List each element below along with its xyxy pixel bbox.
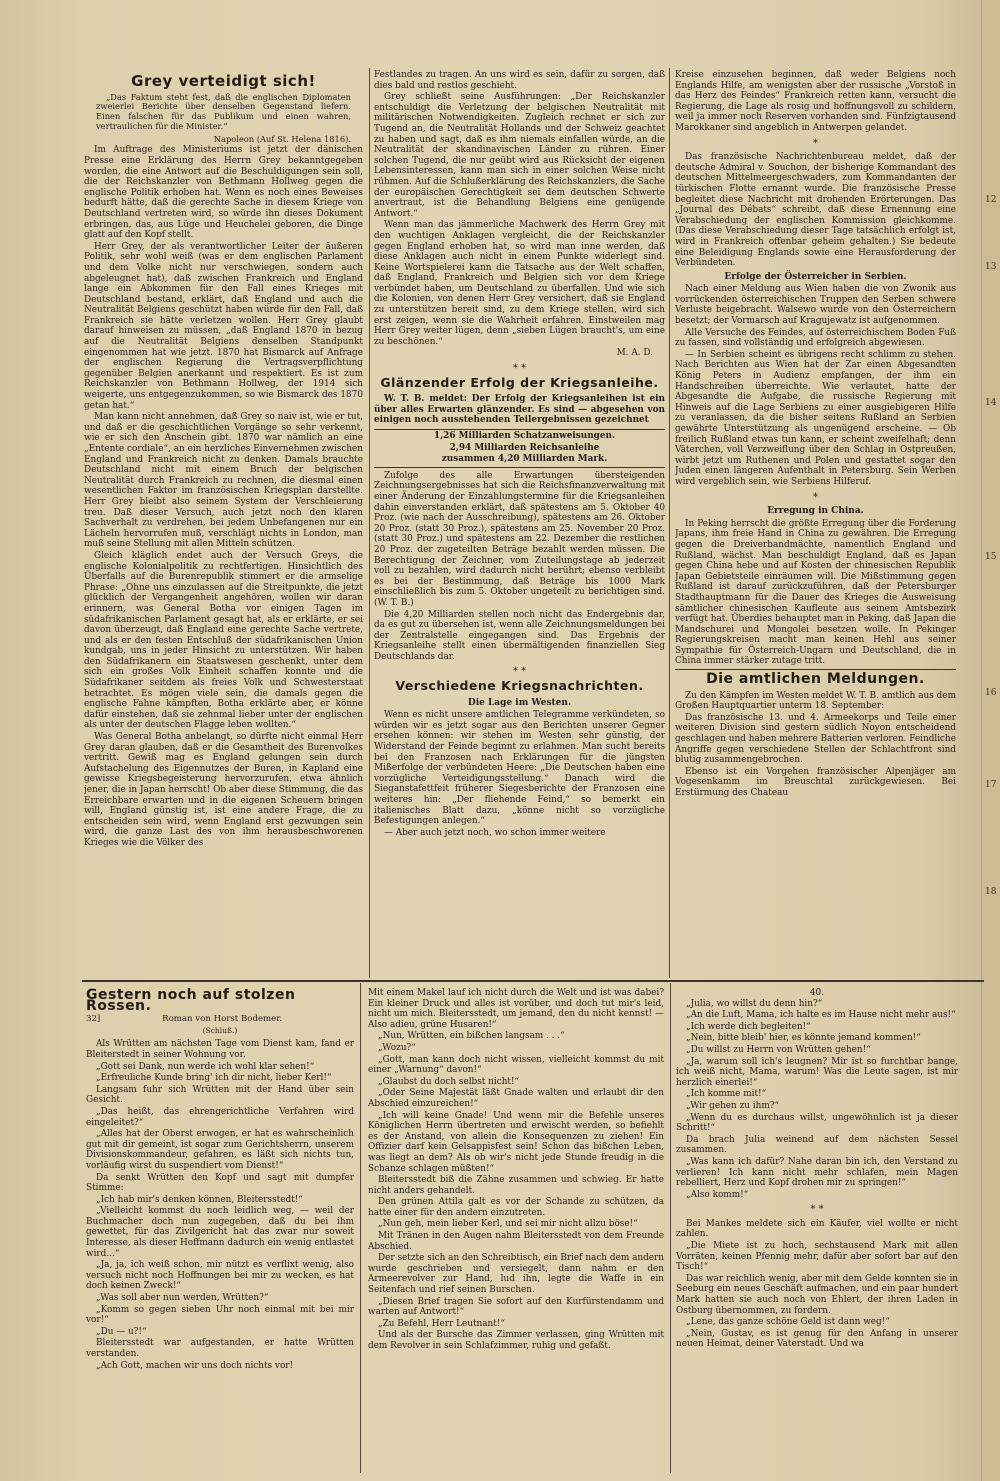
paragraph: „Diesen Brief tragen Sie sofort auf den Kurfürstendamm und warten auf Antwort!“	[368, 1296, 664, 1318]
paragraph: Wenn man das jämmerliche Machwerk des Herrn Grey mit den wuchtigen Anklagen vergleicht, die der Reichskanzler gegen England erhoben hat, so wird man inne werden, daß diese Anklagen auch nicht in einem Punkte widerlegt sind. Keine Wortspielerei kann die Tatsache aus der Welt schaffen, daß England, Frankreich und Belgien sich vor dem Kriege verbündet haben, um Deutschland zu überfallen. Und wie sich die Kolonien, von denen Herr Grey versichert, daß sie England zu unterstützen bereit sind, zu dem Kriege stellen, wird sich erst zeigen, wenn sie die Wahrheit erfahren. Einstweilen mag Herr Grey weiter lügen, denn „sieben Lügen braucht's, um eine zu beschönen.“	[374, 220, 665, 347]
paragraph: „Ach Gott, machen wir uns doch nichts vor!	[96, 1360, 294, 1371]
edge-number: 17	[985, 780, 997, 790]
headline-kriegsnachrichten: Verschiedene Kriegsnachrichten.	[395, 678, 644, 694]
paragraph: Kreise einzusehen beginnen, daß weder Belgiens noch Englands Hilfe, am wenigsten aber der russische „Vorstoß in das Herz des Feindes“ Frankreich retten kann, versucht die Regierung, die Lage als rosig und hoffnungsvoll zu schildern, weil ja immer noch Reserven vorhanden sind. Fünfzigtausend Marokkaner sind angeblich in Antwerpen gelandet.	[675, 70, 956, 133]
paragraph: Was General Botha anbelangt, so dürfte nicht einmal Herr Grey daran glauben, daß er die Gesamtheit des Burenvolkes vertritt. Gewiß mag es England gelungen sein durch Aufstachelung des Eigennutzes der Buren, in Kapland eine gewisse Kriegsbegeisterung hervorzurufen, etwa ähnlich jener, die in Japan herrscht! Ob aber diese Stimmung, die das Erreichbare erwarten und in die eigenen Scheuern bringen will, England günstig ist, ist eine andere Frage, die zu entscheiden sein wird, wenn England erst gezwungen sein wird, die ganze Last des von ihm herausbeschworenen Krieges wie die Völker des	[84, 732, 363, 848]
separator-stars: * *	[512, 363, 527, 375]
paragraph: „Glaubst du doch selbst nicht!“	[378, 1076, 520, 1087]
paragraph: „Du willst zu Herrn von Wrütten gehen!“	[686, 1044, 871, 1055]
column-rule	[670, 983, 671, 1473]
paragraph: Wenn es nicht unsere amtlichen Telegramme verkündeten, so würden wir es jetzt sogar aus den Berichten unserer Gegner ersehen können: wir stehen im Westen sehr günstig, der Widerstand der Feinde beginnt zu erlahmen. Man sucht bereits bei den Franzosen nach Erklärungen für die jüngsten Mißerfolge der verbündeten Heere: „Die Deutschen haben eine vorzügliche Verteidigungsstellung.“ Danach wird die Sieganstafettfeit früherer Siegesberichte der Franzosen eine weiteres hin: „Der fliehende Feind,“ so bemerkt ein italienisches Blatt dazu, „könne nicht so vorzügliche Befestigungen anlegen.“	[374, 710, 665, 827]
subheading: Erregung in China.	[767, 506, 864, 517]
paragraph: Da brach Julia weinend auf dem nächsten Sessel zusammen.	[676, 1134, 958, 1156]
subheading: Erfolge der Österreicher in Serbien.	[724, 271, 907, 282]
serial-column-right	[676, 988, 958, 1473]
paragraph: In Peking herrscht die größte Erregung über die Forderung Japans, ihm freie Hand in China zu gewähren. Die Erregung gegen die Dreiverbandmächte, namentlich England und Rußland, wächst. Man beschuldigt England, daß es Japan gegen China hebe und auf Kosten der chinesischen Republik Japan Gebietsteile einräumen will. Die Mißstimmung gegen Rußland ist darauf zurückzuführen, daß der Petersburger Stadthauptmann für die Dauer des Krieges die Ausweisung sämtlicher chinesischen Kaufleute aus seinem Amtsbezirk verfügt hat. Überdies behauptet man in Peking, daß Japan die Mandschurei und Mongolei besetzen wolle. In Pekinger Regierungskreisen macht man keinen Hehl aus seiner Sympathie für Österreich-Ungarn und Deutschland, die in China immer stärker zutage tritt.	[675, 518, 956, 667]
edge-number: 13	[985, 262, 997, 272]
paragraph: Als Wrütten am nächsten Tage vom Dienst kam, fand er Bleiterstedt in seiner Wohnung vor.	[86, 1039, 354, 1060]
edge-number: 18	[985, 887, 997, 897]
paragraph: „Ja, warum soll ich's leugnen? Mir ist so furchtbar bange, ich weiß nicht, Mama, warum! Was die Leute sagen, ist mir herzlich einerlei!“	[676, 1056, 958, 1088]
column-right	[675, 70, 956, 978]
paragraph: Nach einer Meldung aus Wien haben die von Zwonik aus vorrückenden österreichischen Truppen den Serben schwere Verluste beigebracht. Walsewo wurde von den Österreichern besetzt; der Vormarsch auf Kragujewatz ist aufgenommen.	[675, 284, 956, 327]
paragraph: — In Serbien scheint es übrigens recht schlimm zu stehen. Nach Berichten aus Wien hat der Zar einen Abgesandten König Peters in Audienz empfangen, der ihm ein Handschreiben überreichte. Wie verlautet, hatte der Abgesandte die Aufgabe, die russische Regierung mit Hinweis auf die Lage Serbiens zu einer ausgiebigeren Hilfe zu veranlassen, da die bisher seitens Rußland an Serbien gewährte Unterstützung als ungenügend erscheine. — Ob freilich Rußland etwas tun kann, er scheint zweifelhaft; denn Väterchen, voll Verzweiflung über den Schlag in Ostpreußen, wirbt jetzt um Ruthenen und Polen und gestattet sogar den Juden einen längeren Aufenthalt in Petersburg. Sein Werben wird vergeblich sein, wie Serbiens Hilferuf.	[675, 349, 956, 487]
serial-title: Gestern noch auf stolzen Rossen.	[86, 988, 296, 1014]
paragraph: „Vielleicht kommst du noch leidlich weg, — weil der Buchmacher doch nun zugegeben, daß du bei ihm gewettet, für das Zivilgericht hat das zwar nur soweit Interesse, als dieser Hoffmann dadurch ein wenig entlastet wird...“	[86, 1206, 354, 1259]
paragraph: „Das heißt, das ehrengerichtliche Verfahren wird eingeleitet?“	[86, 1106, 354, 1128]
paragraph: „Nun geh, mein lieber Kerl, und sei mir nicht allzu böse!“	[378, 1219, 638, 1230]
headline-kriegsanleihe: Glänzender Erfolg der Kriegsanleihe.	[380, 374, 659, 390]
paragraph: „Lene, das ganze schöne Geld ist dann weg!“	[686, 1317, 890, 1328]
column-middle	[374, 70, 665, 978]
paragraph: Man kann nicht annehmen, daß Grey so naiv ist, wie er tut, und daß er die geschichtlichen Vorgänge so sehr verkennt, wie er sich den Anschein gibt. 1870 war nämlich an eine „Entente cordiale“, an ein herzliches Einvernehmen zwischen England und Frankreich nicht zu denken. Damals brauchte Deutschland nicht mit einem Bruch der belgischen Neutralität durch Frankreich zu rechnen, die diesmal einen wesentlichen Faktor im französischen Kriegsplan darstellte. Herr Grey bleibt also seinem System der Verschleierung treu. Daß dieser Versuch, auch jetzt noch den klaren Sachverhalt zu verdrehen, bei jedem Unbefangenen nur ein Lächeln hervorrufen muß, verschlägt nichts in London, man muß seine Stellung mit allen Mitteln schützen.	[84, 412, 363, 550]
paragraph: „Wozu?“	[378, 1042, 416, 1053]
paragraph: Bleitersstedt biß die Zähne zusammen und schwieg. Er hatte nicht anders gehandelt.	[368, 1175, 664, 1196]
paragraph: „Gott, man kann doch nicht wissen, vielleicht kommst du mit einer „Warnung“ davon!“	[368, 1054, 664, 1076]
paragraph: Bleitersstedt war aufgestanden, er hatte Wrütten verstanden.	[86, 1338, 354, 1359]
paragraph: „Also komm!“	[686, 1189, 749, 1200]
headline-grey: Grey verteidigt sich!	[131, 72, 316, 90]
loan-line: 1,26 Milliarden Schatzanweisungen.	[433, 431, 616, 441]
loan-total: zusammen 4,20 Milliarden Mark.	[441, 454, 608, 465]
paragraph: Herr Grey, der als verantwortlicher Leiter der äußeren Politik, sehr wohl weiß (was er dem englischen Parlament und dem Volke nicht nur verschwiegen, sondern auch abgeleugnet hat), daß zwischen Frankreich und England lange ein Abkommen für den Fall eines Krieges mit Deutschland bestand, erklärt, daß England und auch die Neutralität Belgiens geschützt haben würde für den Fall, daß Frankreich sie hätte verletzen wollen. Herr Grey glaubt darauf hinweisen zu müssen, „daß England 1870 in bezug auf die Neutralität Belgiens denselben Standpunkt eingenommen hat wie jetzt. 1870 hat Bismarck auf Anfrage der englischen Regierung die Vertragsverpflichtung gegenüber Belgien anerkannt und respektiert. Es ist zum Reichskanzler von Bethmann Hollweg, der 1914 sich weigerte, uns entgegenzukommen, so wie Bismarck des 1870 getan hat.“	[84, 241, 363, 411]
paragraph: Langsam fuhr sich Wrütten mit der Hand über sein Gesicht.	[86, 1084, 354, 1106]
edge-number: 12	[985, 195, 997, 205]
paragraph: „Was kann ich dafür? Nahe daran bin ich, den Verstand zu verlieren! Ich kann nicht mehr schlafen, mein Magen rebelliert, Herz und Kopf drohen mir zu springen!“	[676, 1156, 958, 1189]
loan-line: 2,94 Milliarden Reichsanleihe	[449, 442, 600, 453]
serial-byline-row	[86, 1014, 354, 1025]
separator-stars: * *	[512, 666, 527, 678]
paragraph: Alle Versuche des Feindes, auf österreichischem Boden Fuß zu fassen, sind vollständig und erfolgreich abgewiesen.	[675, 327, 956, 349]
paragraph: „Ich komme mit!“	[686, 1089, 767, 1100]
paragraph: „Wenn du es durchaus willst, ungewöhnlich ist ja dieser Schritt!“	[676, 1112, 958, 1134]
paragraph: Den grünen Attila galt es vor der Schande zu schützen, da hatte einer für den andern einzutreten.	[368, 1197, 664, 1218]
paragraph: „Zu Befehl, Herr Leutnant!“	[378, 1318, 505, 1329]
column-rule	[360, 983, 361, 1473]
epigraph-source: Napoleon (Auf St. Helena 1816).	[213, 133, 351, 144]
paragraph: Ebenso ist ein Vorgehen französischer Alpenjäger am Vogesenkamm im Breuschtal zurückgewiesen. Bei Erstürmung des Chateau	[675, 766, 956, 798]
separator-stars: * *	[810, 1204, 824, 1216]
paragraph: „Nun, Wrütten, ein bißchen langsam . . .“	[378, 1031, 565, 1042]
serial-note: (Schluß.)	[202, 1025, 238, 1035]
paragraph: Mit Tränen in den Augen nahm Bleitersstedt von dem Freunde Abschied.	[368, 1231, 664, 1252]
epigraph-quote: „Das Faktum steht fest, daß die englischen Diplomaten zweierlei Berichte über denselben Gegenstand liefern. Einen falschen für das Publikum und einen wahren, vertraulichen für die Minister.“	[96, 91, 351, 131]
column-rule	[369, 68, 370, 978]
edge-number: 15	[985, 552, 997, 562]
adjacent-page-edge	[981, 0, 1000, 1481]
paragraph: „Komm so gegen sieben Uhr noch einmal mit bei mir vor!“	[86, 1304, 354, 1326]
paragraph: „Alles hat der Oberst erwogen, er hat es wahrscheinlich gut mit dir gemeint, ist sogar zum Gerichtsherrn, unserem Divisionskommandeur, gefahren, es läßt sich nichts tun, vorläufig wirst du suspendiert vom Dienst!“	[86, 1129, 354, 1171]
edge-number: 16	[985, 688, 997, 698]
paragraph: „Wir gehen zu ihm?“	[686, 1100, 780, 1111]
separator-star: *	[813, 491, 818, 503]
paragraph: Im Auftrage des Ministeriums ist jetzt der dänischen Presse eine Erklärung des Herrn Grey bekanntgegeben worden, die eine Antwort auf die Beschuldigungen sein soll, die der Reichskanzler von Bethmann Hollweg gegen die englische Politik erhoben hat. Wenn es noch eines Beweises bedurft hätte, daß die gerechte Sache in diesem Kriege von Deutschland vertreten wird, so würde ihn dieses Dokument erbringen, das, aus Lüge und Heuchelei geboren, die Dinge glatt auf den Kopf stellt.	[84, 145, 363, 241]
paragraph: Das französische 13. und 4. Armeekorps und Teile einer weiteren Division sind gestern südlich Noyon entscheidend geschlagen und haben mehrere Batterien verloren. Feindliche Angriffe gegen verschiedene Stellen der Schlachtfront sind blutig zusammengebrochen.	[675, 712, 956, 766]
wtb-report: W. T. B. meldet: Der Erfolg der Kriegsanleihen ist ein über alles Erwarten glänzender. Es sind — abgesehen von einigen noch ausstehenden Teilergebnissen gezeichnet	[374, 394, 665, 426]
paragraph: — Aber auch jetzt noch, wo schon immer weitere	[384, 827, 606, 838]
paragraph: Gleich kläglich endet auch der Versuch Greys, die englische Kolonialpolitik zu rechtfertigen. Hinsichtlich des Überfalls auf die Burenrepublik stimmert er die armselige Phrase: „Ohne uns einzulassen auf die Streitpunkte, die jetzt glücklich der Vergangenheit angehören, wollen wir daran erinnern, was General Botha vor einigen Tagen im südafrikanischen Parlament gesagt hat, als er erklärte, er sei davon überzeugt, daß England eine gerechte Sache vertrete, und als er den festen Entschluß der südafrikanischen Union kundgab, uns in jeder Hinsicht zu unterstützen. Wir haben den Südafrikanern ein Staatswesen geschenkt, unter dem sich ein großes Volk Einheit schaffen konnte und die Südafrikaner seitdem als freies Volk und Schwesterstaat betrachtet. Es mögen viele sein, die damals gegen die englische Fahne kämpften, Botha erklärte aber, er könne dafür einstehen, daß sie zehnmal lieber unter der englischen als unter der deutschen Flagge leben wollten.“	[84, 550, 363, 731]
paragraph: „Ich werde dich begleiten!“	[686, 1021, 811, 1032]
paragraph: Und als der Bursche das Zimmer verlassen, ging Wrütten mit dem Revolver in sein Schlafzimmer, ruhig und gefaßt.	[368, 1330, 664, 1351]
paragraph: „Gott sei Dank, nun werde ich wohl klar sehen!“	[96, 1061, 315, 1072]
paragraph: Festlandes zu tragen. An uns wird es sein, dafür zu sorgen, daß dies bald und restlos geschieht.	[374, 70, 665, 91]
paragraph: „Julia, wo willst du denn hin?“	[686, 998, 823, 1009]
paragraph: Das französische Nachrichtenbureau meldet, daß der deutsche Admiral v. Souchon, der bisherige Kommandant des deutschen Mittelmeergeschwaders, zum Kommandanten der türkischen Flotte ernannt wurde. Die französische Presse begleitet diese Nachricht mit drohenden Erörterungen. Das „Journal des Débats“ schreibt, daß diese Ernennung eine Verabschiedung der englischen Kommission gleichkomme. (Das diese Verabschiedung dieser Tage tatsächlich erfolgt ist, wird in Frankreich offenbar geheim gehalten.) Sie bedeute eine Beleidigung Englands sowie eine Herausforderung der Verbündeten.	[675, 152, 956, 269]
paragraph: Da senkt Wrütten den Kopf und sagt mit dumpfer Stimme:	[86, 1172, 354, 1194]
paragraph: „Nein, bitte bleib' hier, es könnte jemand kommen!“	[686, 1033, 921, 1044]
paragraph: Die 4,20 Milliarden stellen noch nicht das Endergebnis dar, da es gut zu übersehen ist, wenn alle Zeichnungsmeldungen bei der Zentralstelle eingegangen sind. Das Ergebnis der Kriegsanleihe stellt einen übermältigenden finanziellen Sieg Deutschlands dar.	[374, 609, 665, 662]
paragraph: „Ich will keine Gnade! Und wenn mir die Befehle unseres Königlichen Herrn übertreten und erwischt werden, so befiehlt es der Anstand, von allein die Konsequenzen zu ziehen! Ein Offizier darf kein Gelsappisfest sein! Schon das bißchen Leben, was liegt an dem? Als ob wir's nicht jede Stunde freudig in die Schanze schlagen müßten!“	[368, 1110, 664, 1174]
edge-number: 14	[985, 398, 997, 408]
paragraph: „An die Luft, Mama, ich halte es im Hause nicht mehr aus!“	[686, 1010, 956, 1021]
paragraph: „Was soll aber nun werden, Wrütten?“	[96, 1293, 269, 1304]
paragraph: Bei Mankes meldete sich ein Käufer, viel wollte er nicht zahlen.	[676, 1218, 958, 1240]
article-grey	[84, 70, 363, 978]
paragraph: Zufolge des alle Erwartungen übersteigenden Zeichnungsergebnisses hat sich die Reichsfinanzverwaltung mit einer Änderung der Einzahlungstermine für die Kriegsanleihen dahin einverstanden erklärt, daß spätestens am 5. Oktober 40 Proz. (wie nach der Ausschreibung), spätestens am 26. Oktober 20 Proz. (statt 30 Proz.), spätestens am 25. November 20 Proz. (statt 30 Proz.) und spätestens am 22. Dezember die restlichen 20 Proz. der zugeteilten Beträge bezahlt werden müssen. Die Berechtigung der Zeichner, vom Zuteilungstage ab jederzeit voll zu bezahlen, wird dadurch nicht berührt; ebenso verbleibt es bei der Bestimmung, daß Beträge bis 1000 Mark einschließlich bis zum 5. Oktober ungeteilt zu berichtigen sind. (W. T. B.)	[374, 470, 665, 608]
serial-byline: Roman von Horst Bodemer.	[162, 1014, 283, 1025]
loan-result-box	[374, 429, 665, 468]
column-rule	[669, 68, 670, 978]
section-divider	[82, 980, 984, 982]
installment-number: 32]	[86, 1014, 101, 1025]
subheading: Die Lage im Westen.	[467, 697, 572, 708]
serial-column-left	[86, 988, 354, 1473]
headline-amtliche-meldungen: Die amtlichen Meldungen.	[675, 669, 956, 685]
paragraph: Mit einem Makel lauf ich nicht durch die Welt und ist was dabei? Ein kleiner Druck und alles ist vorüber, und doch tut mir's leid, nicht um mich. Bleitersstedt, um jemand, den du nicht kennst! — Also adieu, grüne Husaren!“	[368, 988, 664, 1030]
paragraph: Grey schließt seine Ausführungen: „Der Reichskanzler entschuldigt die Verletzung der belgischen Neutralität mit militärischen Notwendigkeiten. Zugleich rechnet er sich zur Tugend an, die Neutralität Hollands und der Schweiz geachtet zu haben und sagt, daß es ihm niemals einfallen würde, an die Neutralität der skandinavischen Länder zu rühren. Einer solchen Tugend, die nur geübt wird aus Rücksicht der eigenen Lebensinteressen, kann man sich in einer solchen Weise nicht rühmen. Auf die Schlußerklärung des Reichskanzlers, die Sache der europäischen Gerechtigkeit sei dem deutschen Schwerte anvertraut, ist die Behandlung Belgiens eine genügende Antwort.“	[374, 92, 665, 219]
paragraph: „Die Miete ist zu hoch, sechstausend Mark mit allen Vorräten, keinen Pfennig mehr, dafür aber sofort bar auf den Tisch!“	[676, 1241, 958, 1273]
paragraph: Das war reichlich wenig, aber mit dem Gelde konnten sie in Seeburg ein neues Geschäft aufmachen, und ein paar hundert Mark hatten sie auch noch von Ehlert, der ihren Laden in Ostburg übernommen, zu fordern.	[676, 1273, 958, 1316]
serial-column-middle	[368, 988, 664, 1473]
paragraph: „Ja, ja, ich weiß schon, mir nützt es verflixt wenig, also versuch nicht noch Hoffnungen bei mir zu wecken, es hat doch keinen Zweck!“	[86, 1260, 354, 1292]
paragraph: „Nein, Gustav, es ist genug für den Anfang in unserer neuen Heimat, deiner Vaterstadt. Und wa	[676, 1328, 958, 1350]
paragraph: „Erfreuliche Kunde bring' ich dir nicht, lieber Kerl!“	[96, 1073, 332, 1084]
paragraph: „Ich hab mir's denken können, Bleitersstedt!“	[96, 1194, 303, 1205]
author-signature: M. A. D.	[616, 348, 653, 359]
paragraph: Zu den Kämpfen im Westen meldet W. T. B. amtlich aus dem Großen Hauptquartier unterm 18. September:	[675, 690, 956, 712]
paragraph: „Du — u?!“	[96, 1326, 147, 1337]
separator-star: *	[813, 137, 818, 149]
paragraph: Der setzte sich an den Schreibtisch, ein Brief nach dem andern wurde geschrieben und versiegelt, dann nahm er den Armeerevolver zur Hand, lud ihn, legte die Waffe in ein Seitenfach und rief seinen Burschen.	[368, 1253, 664, 1296]
paragraph: „Oder Seine Majestät läßt Gnade walten und erlaubt dir den Abschied einzureichen!“	[368, 1088, 664, 1109]
chapter-number: 40.	[809, 988, 825, 998]
